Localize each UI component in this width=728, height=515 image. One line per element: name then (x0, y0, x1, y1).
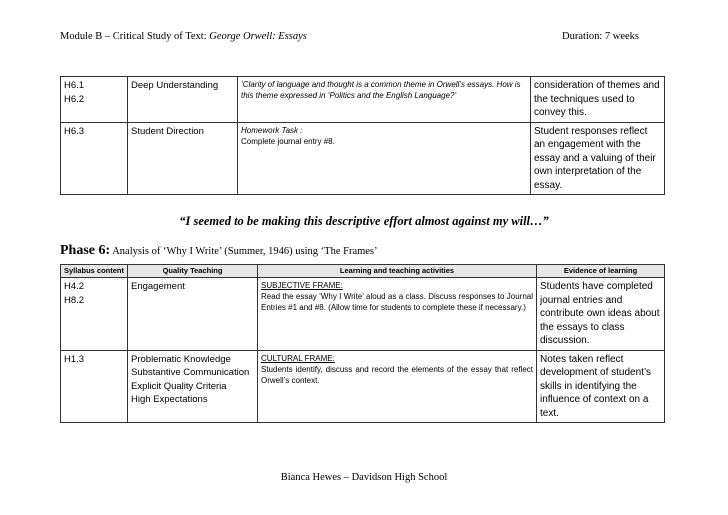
syllabus-code: H6.2 (64, 93, 85, 105)
evidence-cell: Student responses reflect an engagement with the essay and a valuing of their own interpretation of the essay. (531, 122, 665, 195)
table-row (61, 278, 665, 351)
column-header: Learning and teaching activities (258, 265, 537, 278)
frame-title: SUBJECTIVE FRAME: (261, 281, 343, 290)
table-header-row (61, 265, 665, 278)
evidence-cell: Students have completed journal entries and contribute own ideas about the essays to class discussion. (537, 278, 665, 351)
quality-cell: Student Direction (128, 122, 238, 195)
syllabus-code: H8.2 (64, 294, 85, 306)
activity-text: Complete journal entry #8. (241, 136, 335, 146)
page-header-left (60, 31, 307, 42)
page-footer: Bianca Hewes – Davidson High School (280, 472, 448, 483)
syllabus-code: H6.1 (64, 80, 85, 91)
quality-cell (128, 278, 258, 351)
phase-table (60, 264, 665, 423)
syllabus-code: H4.2 (64, 281, 85, 292)
syllabus-cell (61, 77, 128, 123)
activity-text: Read the essay ‘Why I Write’ aloud as a class. Discuss responses to Journal Entries #1 and #8. (Allow time for students to complete these if necessary.) (261, 292, 533, 312)
syllabus-cell (61, 122, 128, 195)
table-row (61, 350, 665, 423)
syllabus-code: H6.3 (64, 125, 85, 137)
evidence-cell: consideration of themes and the techniques used to convey this. (531, 77, 665, 123)
syllabus-code: H1.3 (64, 353, 85, 365)
activity-cell (238, 122, 531, 195)
activity-cell (238, 77, 531, 123)
module-subtitle: George Orwell: Essays (209, 31, 307, 42)
activity-text: ‘Clarity of language and thought is a common theme in Orwell’s essays. How is this theme expressed in ‘Politics and the English Language?’ (241, 80, 521, 100)
phase-label: Phase 6: (60, 243, 111, 258)
quality-item: Problematic Knowledge (131, 353, 231, 365)
syllabus-cell (61, 350, 128, 423)
quality-item: Substantive Communication (131, 367, 250, 378)
column-header: Quality Teaching (128, 265, 258, 278)
activity-title: Homework Task : (241, 125, 303, 135)
duration-label: Duration: 7 weeks (562, 31, 639, 42)
phase-text: Analysis of ‘Why I Write’ (Summer, 1946) using ‘The Frames’ (110, 246, 378, 257)
activity-cell (258, 350, 537, 423)
quality-item: Explicit Quality Criteria (131, 380, 227, 392)
quality-item: High Expectations (131, 394, 208, 405)
activities-table-top (60, 76, 665, 195)
module-title: Module B – Critical Study of Text: (60, 31, 210, 42)
column-header: Evidence of learning (537, 265, 665, 278)
quality-item: Engagement (131, 281, 185, 292)
table-row (61, 122, 665, 195)
column-header: Syllabus content (61, 265, 128, 278)
quality-cell (128, 350, 258, 423)
frame-title: CULTURAL FRAME: (261, 353, 335, 363)
activity-cell (258, 278, 537, 351)
quality-cell: Deep Understanding (128, 77, 238, 123)
quote-heading: “I seemed to be making this descriptive effort almost against my will…” (179, 214, 549, 228)
syllabus-cell (61, 278, 128, 351)
evidence-cell: Notes taken reflect development of student’s skills in identifying the influence of context on a text. (537, 350, 665, 423)
table-row (61, 77, 665, 123)
phase-heading (60, 243, 378, 259)
activity-text: Students identify, discuss and record the elements of the essay that reflect Orwell’s context. (261, 364, 533, 385)
